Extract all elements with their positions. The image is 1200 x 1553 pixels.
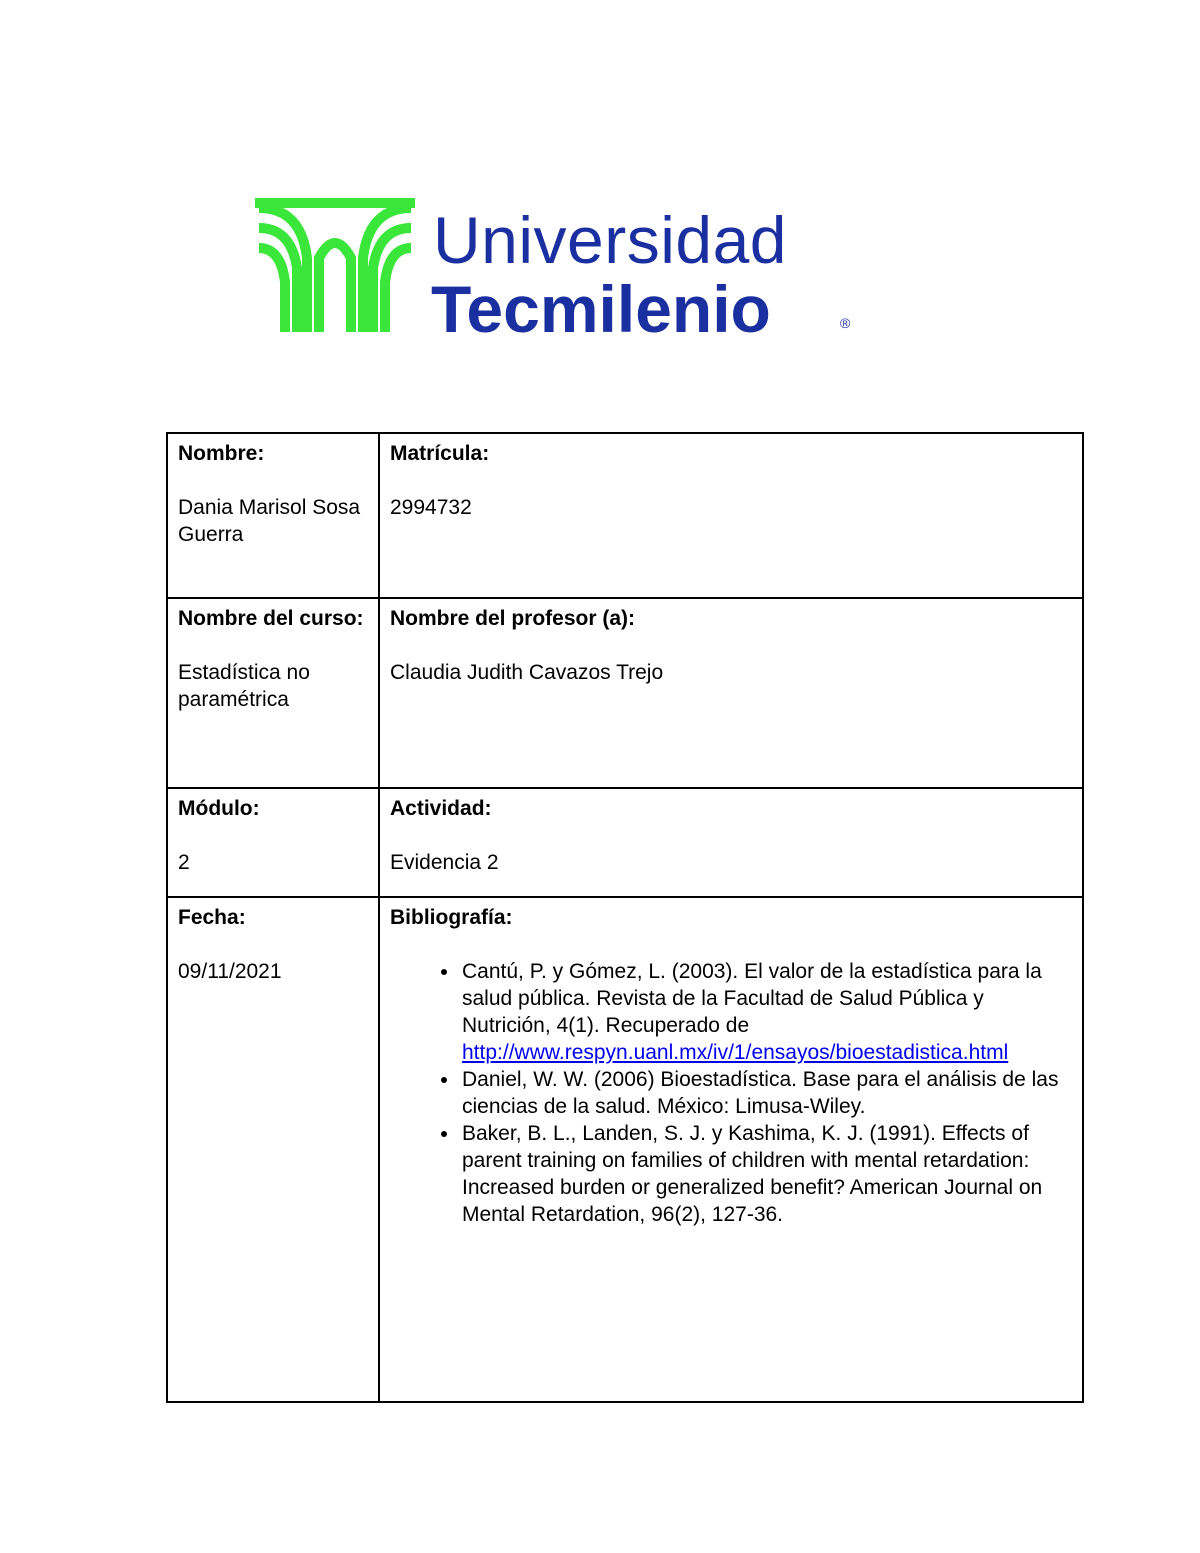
logo-tecmilenio-text: Tecmilenio	[431, 272, 771, 346]
nombre-label: Nombre:	[178, 442, 265, 465]
fecha-label: Fecha:	[178, 906, 246, 929]
bibliography-item	[460, 1066, 1072, 1120]
matricula-value: 2994732	[390, 496, 472, 519]
bibliography-item-text: Baker, B. L., Landen, S. J. y Kashima, K. J. (1991). Effects of parent training on families of children with mental retardation: Increased burden or generalized benefit? American Journal on Mental Retardation, 96(2), 127-36.	[462, 1122, 1043, 1226]
curso-value: Estadística no paramétrica	[178, 661, 310, 711]
actividad-label: Actividad:	[390, 797, 492, 820]
modulo-value: 2	[178, 851, 190, 874]
cell-curso	[167, 598, 379, 788]
bibliography-item-text: Daniel, W. W. (2006) Bioestadística. Base para el análisis de las ciencias de la salud. México: Limusa-Wiley.	[462, 1068, 1059, 1118]
table-row-modulo	[167, 788, 1083, 897]
profesor-label: Nombre del profesor (a):	[390, 607, 636, 630]
matricula-label: Matrícula:	[390, 442, 490, 465]
actividad-value: Evidencia 2	[390, 851, 499, 874]
table-row-nombre	[167, 433, 1083, 598]
bibliography-list	[390, 958, 1072, 1228]
bibliography-item-text: Cantú, P. y Gómez, L. (2003). El valor de la estadística para la salud pública. Revista de la Facultad de Salud Pública y Nutrición, 4(1). Recuperado de	[462, 960, 1042, 1037]
registered-mark: ®	[840, 315, 851, 331]
table-row-fecha	[167, 897, 1083, 1402]
fecha-value: 09/11/2021	[178, 960, 282, 983]
bibliografia-label: Bibliografía:	[390, 906, 513, 929]
bibliography-link[interactable]: http://www.respyn.uanl.mx/iv/1/ensayos/bioestadistica.html	[462, 1041, 1009, 1064]
tecmilenio-arch-icon	[255, 198, 415, 334]
logo-universidad-text: Universidad	[433, 203, 787, 277]
cover-info-table	[166, 432, 1084, 1403]
cell-modulo	[167, 788, 379, 897]
cell-actividad	[379, 788, 1083, 897]
university-logo	[255, 198, 865, 346]
table-row-curso	[167, 598, 1083, 788]
modulo-label: Módulo:	[178, 797, 260, 820]
cell-nombre	[167, 433, 379, 598]
nombre-value: Dania Marisol Sosa Guerra	[178, 496, 361, 546]
cell-bibliografia	[379, 897, 1083, 1402]
cell-fecha	[167, 897, 379, 1402]
profesor-value: Claudia Judith Cavazos Trejo	[390, 661, 664, 684]
curso-label: Nombre del curso:	[178, 607, 364, 630]
bibliography-item	[460, 958, 1072, 1066]
cell-profesor	[379, 598, 1083, 788]
cell-matricula	[379, 433, 1083, 598]
bibliography-item	[460, 1120, 1072, 1228]
